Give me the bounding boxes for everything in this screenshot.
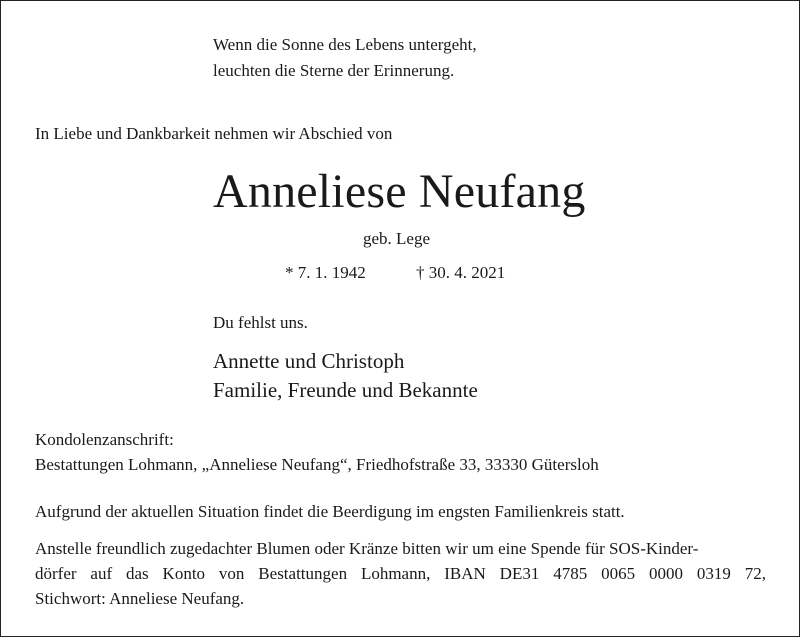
deceased-name: Anneliese Neufang bbox=[213, 165, 586, 218]
donation-line-2: dörfer auf das Konto von Bestattungen Lohmann, IBAN DE31 4785 0065 0000 0319 72, bbox=[35, 564, 766, 583]
intro-text: In Liebe und Dankbarkeit nehmen wir Abschied von bbox=[35, 124, 393, 143]
donation-line-1: Anstelle freundlich zugedachter Blumen oder Kränze bitten wir um eine Spende für SOS-Kinder- bbox=[35, 539, 699, 558]
condolence-label: Kondolenzanschrift: bbox=[35, 430, 174, 449]
donation-line-3: Stichwort: Anneliese Neufang. bbox=[35, 589, 245, 608]
farewell-text: Du fehlst uns. bbox=[213, 313, 308, 332]
signature-line-1: Annette und Christoph bbox=[213, 349, 405, 373]
motto-line-1: Wenn die Sonne des Lebens untergeht, bbox=[213, 35, 477, 54]
motto-line-2: leuchten die Sterne der Erinnerung. bbox=[213, 61, 455, 80]
maiden-name: geb. Lege bbox=[363, 229, 431, 248]
death-date: † 30. 4. 2021 bbox=[416, 263, 506, 282]
condolence-address: Bestattungen Lohmann, „Anneliese Neufang“, Friedhofstraße 33, 33330 Gütersloh bbox=[35, 455, 599, 474]
birth-date: * 7. 1. 1942 bbox=[285, 263, 366, 282]
signature-line-2: Familie, Freunde und Bekannte bbox=[213, 378, 478, 402]
funeral-notice: Aufgrund der aktuellen Situation findet die Beerdigung im engsten Familienkreis statt. bbox=[35, 502, 625, 521]
